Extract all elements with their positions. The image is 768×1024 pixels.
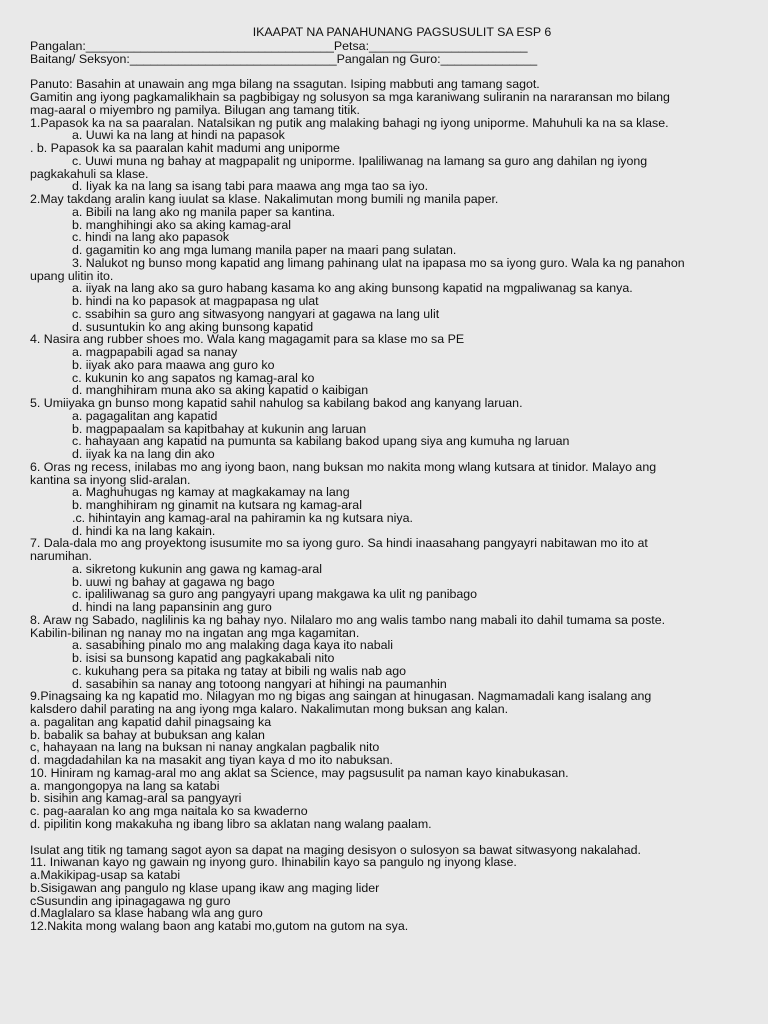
- question-line: kantina sa inyong slid-aralan.: [30, 472, 191, 487]
- question-line: a. Maghuhugas ng kamay at magkakamay na lang: [72, 485, 350, 500]
- question-line: b.Sisigawan ang pangulo ng klase upang ikaw ang maging lider: [30, 880, 380, 895]
- instructions: [30, 78, 746, 116]
- question-line: c. Uuwi muna ng bahay at magpapalit ng uniporme. Ipaliliwanag na lamang sa guro ang dahilan ng iyong: [72, 153, 648, 168]
- question-line: c. kukunin ko ang sapatos ng kamag-aral ko: [72, 370, 315, 385]
- question-line: b. uuwi ng bahay at gagawa ng bago: [72, 574, 275, 589]
- question-line: d. hindi na lang papansinin ang guro: [72, 600, 272, 614]
- question-line: c. ssabihin sa guro ang sitwasyong nangyari at gagawa na lang ulit: [72, 306, 440, 321]
- question-line: b. hindi na ko papasok at magpapasa ng ulat: [72, 294, 319, 308]
- question-line: narumihan.: [30, 549, 92, 563]
- question-line: a. iiyak na lang ako sa guro habang kasama ko ang aking bunsong kapatid na mgpaliwanag sa kanya.: [72, 281, 633, 296]
- question-line: pagkakahuli sa klase.: [30, 166, 149, 181]
- question-list: [30, 117, 746, 831]
- question-line: d. manghihiram muna ako sa aking kapatid o kaibigan: [72, 383, 369, 398]
- instruction-line: mag-aaral o miyembro ng pamilya. Bilugan ang tamang titik.: [30, 102, 360, 117]
- question-stem: 10. Hiniram ng kamag-aral mo ang aklat sa Science, may pagsusulit pa naman kayo kinabukasan.: [30, 765, 569, 780]
- question-stem: 5. Umiiyaka gn bunso mong kapatid sahil nahulog sa kabilang bakod ang kanyang laruan.: [30, 396, 523, 410]
- question-stem: 7. Dala-dala mo ang proyektong isusumite mo sa iyong guro. Sa hindi inaasahang pangyayri nabitawan mo ito at: [30, 536, 648, 551]
- question-line: cSusundin ang ipinagagawa ng guro: [30, 893, 231, 908]
- question-line: b. sisihin ang kamag-aral sa pangyayri: [30, 791, 242, 806]
- question-line: d. sasabihin sa nanay ang totoong nangyari at hihingi na paumanhin: [72, 676, 447, 691]
- question-line: d. susuntukin ko ang aking bunsong kapatid: [72, 319, 314, 334]
- question-line: b. isisi sa bunsong kapatid ang pagkakabali nito: [72, 651, 335, 665]
- question-stem: 9.Pinagsaing ka ng kapatid mo. Nilagyan mo ng bigas ang saingan at hinugasan. Nagmamadali kang isalang ang: [30, 689, 652, 704]
- question-line: a. pagagalitan ang kapatid: [72, 408, 218, 423]
- instruction-line: Panuto: Basahin at unawain ang mga bilang na ssagutan. Isiping mabbuti ang tamang sagot.: [30, 77, 540, 92]
- question-line: a. magpapabili agad sa nanay: [72, 345, 238, 359]
- exam-title: IKAAPAT NA PANAHUNANG PAGSUSULIT SA ESP 6: [252, 25, 552, 39]
- question-line: d. pipilitin kong makakuha ng ibang libro sa aklatan nang walang paalam.: [30, 816, 432, 831]
- question-stem: 3. Nalukot ng bunso mong kapatid ang limang pahinang ulat na ipapasa mo sa iyong guro. Wala ka ng panahon: [72, 255, 685, 270]
- question-line: b. babalik sa bahay at bubuksan ang kalan: [30, 727, 265, 742]
- question-line: a. mangongopya na lang sa katabi: [30, 778, 220, 793]
- question-line: d. Iiyak ka na lang sa isang tabi para maawa ang mga tao sa iyo.: [72, 179, 429, 194]
- question-stem: 11. Iniwanan kayo ng gawain ng inyong guro. Ihinabilin kayo sa pangulo ng inyong klase.: [30, 855, 517, 870]
- instruction-line: Gamitin ang iyong pagkamalikhain sa pagbibigay ng solusyon sa mga karaniwang suliranin na nararansan mo bilang: [30, 90, 670, 104]
- question-line: c. hindi na lang ako papasok: [72, 230, 230, 245]
- question-line: c, hahayaan na lang na buksan ni nanay angkalan pagbalik nito: [30, 740, 380, 755]
- question-stem: 1.Papasok ka na sa paaralan. Natalsikan ng putik ang malaking bahagi ng iyong uniporme. Mahuhuli ka na sa klase.: [30, 115, 669, 130]
- question-line: Isulat ang titik ng tamang sagot ayon sa dapat na maging desisyon o sulosyon sa bawat sitwasyong nakalahad.: [30, 842, 641, 857]
- question-line: b. manghihiram ng ginamit na kutsara ng kamag-aral: [72, 498, 362, 512]
- question-line: d. iiyak ka na lang din ako: [72, 447, 215, 461]
- question-line: a. sasabihing pinalo mo ang malaking daga kaya ito nabali: [72, 638, 393, 653]
- spacer: [30, 831, 746, 844]
- question-line: . b. Papasok ka sa paaralan kahit madumi ang uniporme: [30, 141, 340, 155]
- question-line: c. ipaliliwanag sa guro ang pangyayri upang makgawa ka ulit ng panibago: [72, 587, 478, 602]
- section-teacher-fields: Baitang/ Seksyon:______________________________Pangalan ng Guro:______________: [30, 51, 538, 66]
- question-line: kalsdero dahil parating na ang iyong mga kalaro. Nakalimutan mong buksan ang kalan.: [30, 702, 509, 716]
- question-stem: 4. Nasira ang rubber shoes mo. Wala kang magagamit para sa klase mo sa PE: [30, 332, 465, 347]
- question-line: d. magdadahilan ka na masakit ang tiyan kaya d mo ito nabuksan.: [30, 753, 393, 767]
- question-line: b. magpapaalam sa kapitbahay at kukunin ang laruan: [72, 421, 367, 436]
- question-line: c. hahayaan ang kapatid na pumunta sa kabilang bakod upang siya ang kumuha ng laruan: [72, 434, 570, 449]
- question-stem: 12.Nakita mong walang baon ang katabi mo,gutom na gutom na sya.: [30, 919, 409, 933]
- question-line: b. iiyak ako para maawa ang guro ko: [72, 357, 275, 372]
- question-line: Kabilin-bilinan ng nanay mo na ingatan ang mga kagamitan.: [30, 625, 360, 640]
- question-line: a.Makikipag-usap sa katabi: [30, 868, 181, 882]
- question-line: .c. hihintayin ang kamag-aral na pahiramin ka ng kutsara niya.: [72, 510, 413, 525]
- question-line: a. sikretong kukunin ang gawa ng kamag-aral: [72, 561, 323, 576]
- question-line: c. pag-aaralan ko ang mga naitala ko sa kwaderno: [30, 804, 308, 818]
- question-line: a. Uuwi ka na lang at hindi na papasok: [72, 128, 285, 143]
- question-stem: 2.May takdang aralin kang iuulat sa klase. Nakalimutan mong bumili ng manila paper.: [30, 192, 499, 206]
- question-line: c. kukuhang pera sa pitaka ng tatay at bibili ng walis nab ago: [72, 663, 407, 678]
- question-line: d. gagamitin ko ang mga lumang manila paper na maari pang sulatan.: [72, 243, 457, 257]
- question-line: a. Bibili na lang ako ng manila paper sa kantina.: [72, 204, 336, 219]
- question-line: b. manghihingi ako sa aking kamag-aral: [72, 217, 292, 232]
- question-stem: 8. Araw ng Sabado, naglilinis ka ng bahay nyo. Nilalaro mo ang walis tambo nang mabali ito dahil tumama sa poste.: [30, 612, 666, 627]
- question-line: d.Maglalaro sa klase habang wla ang guro: [30, 906, 263, 921]
- name-date-fields: Pangalan:____________________________________Petsa:_______________________: [30, 38, 528, 53]
- question-line: a. pagalitan ang kapatid dahil pinagsaing ka: [30, 714, 272, 729]
- question-line: upang ulitin ito.: [30, 268, 114, 283]
- question-stem: 6. Oras ng recess, inilabas mo ang iyong baon, nang buksan mo nakita mong wlang kutsara at tinidor. Malayo ang: [30, 459, 657, 474]
- question-line: d. hindi ka na lang kakain.: [72, 523, 216, 538]
- question-list-part2: [30, 844, 746, 933]
